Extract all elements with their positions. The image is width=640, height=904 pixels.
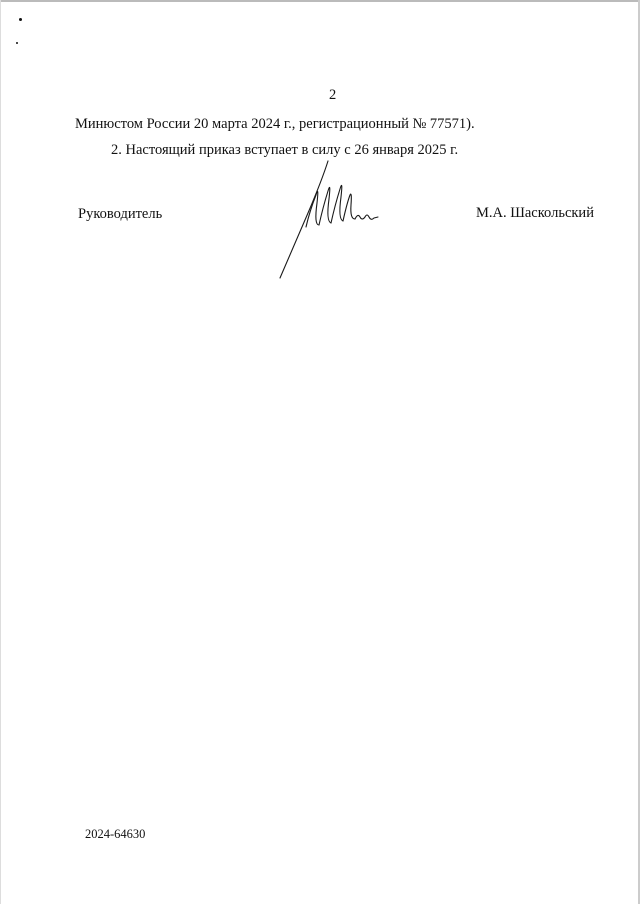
page-number: 2 — [329, 87, 337, 103]
document-code: 2024-64630 — [85, 827, 146, 841]
signer-title: Руководитель — [78, 206, 163, 222]
scan-speck — [19, 18, 22, 21]
scan-edge-left — [0, 0, 1, 904]
scan-edge-top — [0, 0, 640, 2]
signature-icon — [270, 155, 380, 285]
paragraph-continuation: Минюстом России 20 марта 2024 г., регистрационный № 77571). — [75, 116, 475, 132]
signer-name: М.А. Шаскольский — [476, 205, 594, 221]
scan-speck — [16, 42, 18, 44]
paragraph-effective-date: 2. Настоящий приказ вступает в силу с 26 января 2025 г. — [111, 142, 459, 158]
